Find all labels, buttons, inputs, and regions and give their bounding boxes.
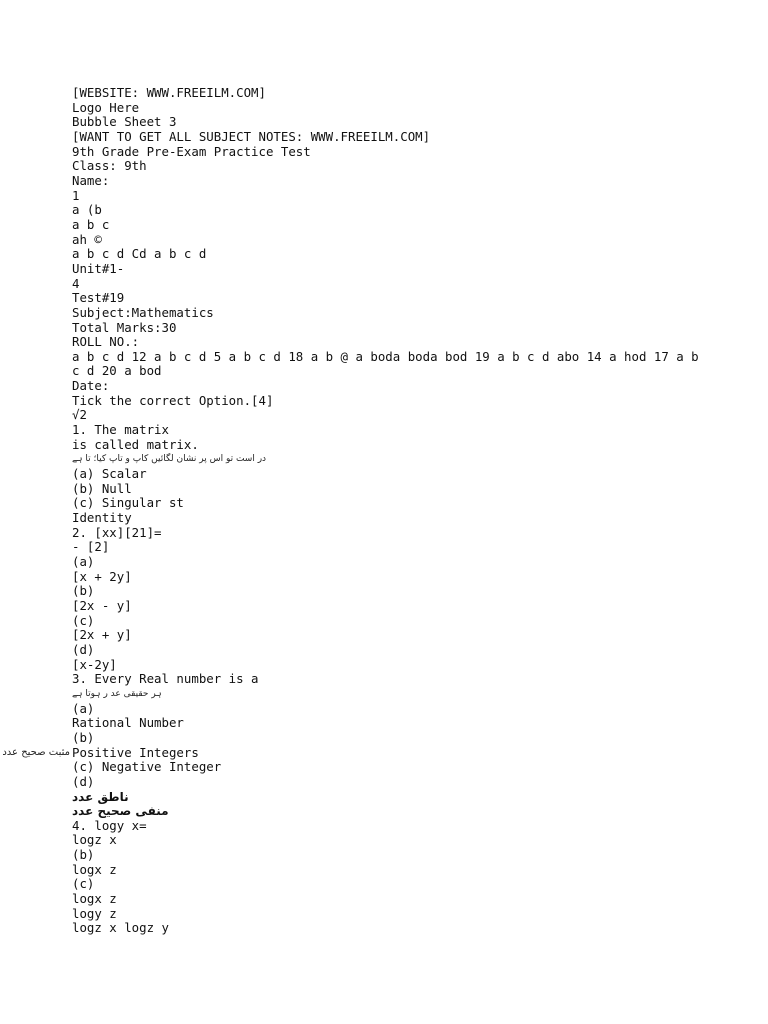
urdu-instruction: در است تو اس پر نشان لگائیں کاپ و تاپ کیا؛ تا ہے bbox=[72, 454, 267, 465]
option-text: logz x logz y bbox=[72, 920, 169, 936]
bubble-line: ah © bbox=[72, 231, 102, 247]
option-b-label: (b) bbox=[72, 729, 95, 745]
bubble-line: a (b bbox=[72, 202, 102, 218]
roll-number-field: ROLL NO.: bbox=[72, 334, 140, 350]
question-3 bbox=[2, 671, 712, 819]
option-b: (b) Null bbox=[72, 480, 132, 496]
option-a: (a) Scalar bbox=[72, 466, 147, 482]
test-number: Test#19 bbox=[72, 290, 125, 306]
option-text: logx z bbox=[72, 891, 117, 907]
unit-line: Unit#1- bbox=[72, 260, 125, 276]
option-text: logy z bbox=[72, 905, 117, 921]
subject-line: Subject:Mathematics bbox=[72, 304, 214, 320]
urdu-option-c: منفی صحیح عدد bbox=[72, 804, 169, 819]
option-d-text: [x-2y] bbox=[72, 656, 117, 672]
urdu-translation: ہر حقیقی عد ر ہوتا ہے bbox=[72, 688, 162, 699]
option-b-text: [2x - y] bbox=[72, 597, 132, 613]
option-text: logx z bbox=[72, 861, 117, 877]
sqrt-symbol: √2 bbox=[72, 407, 87, 423]
option-d-label: (d) bbox=[72, 773, 95, 789]
bubble-line: a b c d Cd a b c d bbox=[72, 246, 207, 262]
option-a-text: [x + 2y] bbox=[72, 568, 132, 584]
question-stem: 1. The matrix bbox=[72, 422, 169, 438]
option-c-label: (c) bbox=[72, 876, 95, 892]
test-title: 9th Grade Pre-Exam Practice Test bbox=[72, 143, 311, 159]
option-a-label: (a) bbox=[72, 554, 95, 569]
question-4 bbox=[72, 819, 712, 936]
option-c: (c) Negative Integer bbox=[72, 759, 222, 775]
logo-placeholder: Logo Here bbox=[72, 99, 140, 115]
practice-test-document bbox=[2, 85, 712, 936]
question-line: - [2] bbox=[72, 539, 110, 555]
question-stem-continued: is called matrix. bbox=[72, 436, 199, 452]
instruction-line: Tick the correct Option.[4] bbox=[72, 392, 274, 408]
question-stem: 2. [xx][21]= bbox=[72, 524, 162, 540]
question-1 bbox=[72, 423, 712, 526]
urdu-option-a: ناطق عدد bbox=[72, 789, 129, 804]
option-d-label: (d) bbox=[72, 641, 95, 657]
option-b-line bbox=[2, 744, 712, 761]
option-c-text: [2x + y] bbox=[72, 627, 132, 643]
header bbox=[72, 86, 712, 189]
bubble-sheet-block bbox=[72, 189, 712, 380]
bubble-line: 1 bbox=[72, 187, 80, 203]
website-line: [WEBSITE: WWW.FREEILM.COM] bbox=[72, 85, 266, 100]
option-b-label: (b) bbox=[72, 847, 95, 863]
option-b-urdu: مثبت صحیح عدد bbox=[2, 746, 70, 758]
option-text: logz x bbox=[72, 832, 117, 848]
option-a-label: (a) bbox=[72, 700, 95, 716]
class-field: Class: 9th bbox=[72, 158, 147, 174]
notes-line: [WANT TO GET ALL SUBJECT NOTES: WWW.FREEILM.COM] bbox=[72, 128, 431, 144]
question-stem: 4. logy x= bbox=[72, 817, 147, 833]
question-stem: 3. Every Real number is a bbox=[72, 671, 259, 687]
name-field: Name: bbox=[72, 172, 110, 188]
option-b-text: Positive Integers bbox=[72, 744, 199, 760]
option-b-label: (b) bbox=[72, 583, 95, 599]
option-d: Identity bbox=[72, 510, 132, 526]
total-marks: Total Marks:30 bbox=[72, 319, 177, 335]
sheet-title: Bubble Sheet 3 bbox=[72, 114, 177, 130]
bubble-line: a b c bbox=[72, 216, 110, 232]
bubble-line: 4 bbox=[72, 275, 80, 291]
question-2 bbox=[72, 526, 712, 673]
date-field: Date: bbox=[72, 378, 110, 394]
option-c: (c) Singular st bbox=[72, 495, 184, 511]
option-a-text: Rational Number bbox=[72, 715, 184, 731]
option-c-label: (c) bbox=[72, 612, 95, 628]
bubble-row: a b c d 12 a b c d 5 a b c d 18 a b @ a boda boda bod 19 a b c d abo 14 a hod 17 a b c d 20 a bod bbox=[72, 348, 699, 379]
